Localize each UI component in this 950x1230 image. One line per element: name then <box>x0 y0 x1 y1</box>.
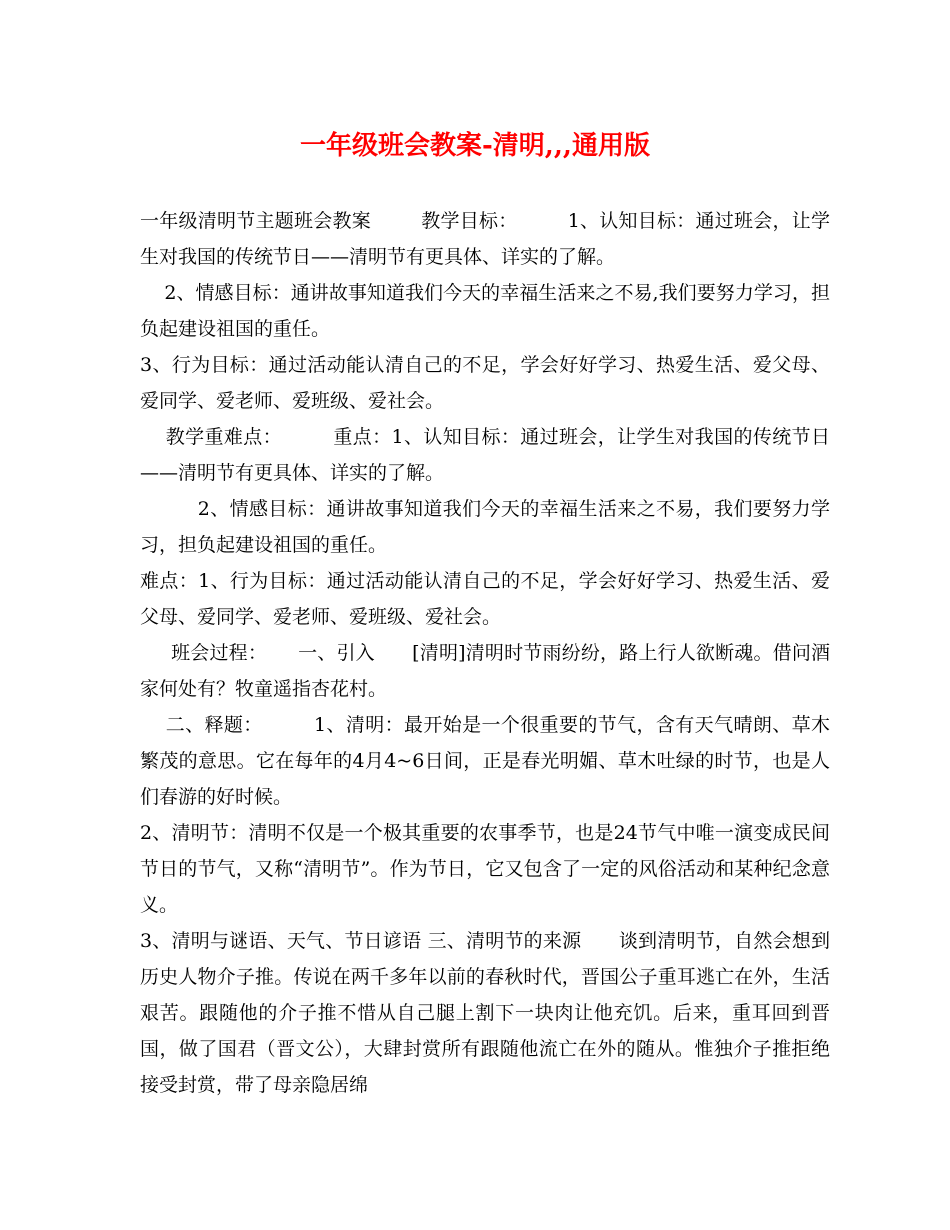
paragraph: 难点：1、行为目标：通过活动能认清自己的不足，学会好好学习、热爱生活、爱父母、爱同学、爱老师、爱班级、爱社会。 <box>140 570 830 628</box>
paragraph: 一年级清明节主题班会教案 教学目标： 1、认知目标：通过班会，让学生对我国的传统节日——清明节有更具体、详实的了解。 <box>140 210 830 268</box>
paragraph: 2、清明节：清明不仅是一个极其重要的农事季节，也是24节气中唯一演变成民间节日的节气，又称“清明节”。作为节日，它又包含了一定的风俗活动和某种纪念意义。 <box>140 822 830 916</box>
document-body <box>140 203 830 1103</box>
paragraph: 教学重难点： 重点：1、认知目标：通过班会，让学生对我国的传统节日——清明节有更具体、详实的了解。 <box>140 426 830 484</box>
paragraph: 2、情感目标：通讲故事知道我们今天的幸福生活来之不易，我们要努力学习，担负起建设祖国的重任。 <box>140 498 831 556</box>
paragraph: 二、释题： 1、清明：最开始是一个很重要的节气，含有天气晴朗、草木繁茂的意思。它在每年的4月4~6日间，正是春光明媚、草木吐绿的时节，也是人们春游的好时候。 <box>140 714 830 808</box>
paragraph: 3、清明与谜语、天气、节日谚语 三、清明节的来源 谈到清明节，自然会想到历史人物介子推。传说在两千多年以前的春秋时代，晋国公子重耳逃亡在外，生活艰苦。跟随他的介子推不惜从自己腿上割下一块肉让他充饥。后来，重耳回到晋国，做了国君（晋文公），大肆封赏所有跟随他流亡在外的随从。惟独介子推拒绝接受封赏，带了母亲隐居绵 <box>140 930 830 1096</box>
paragraph: 3、行为目标：通过活动能认清自己的不足，学会好好学习、热爱生活、爱父母、爱同学、爱老师、爱班级、爱社会。 <box>140 354 830 412</box>
document-title: 一年级班会教案-清明,,,通用版 <box>300 131 650 161</box>
paragraph: 2、情感目标：通讲故事知道我们今天的幸福生活来之不易,我们要努力学习，担负起建设祖国的重任。 <box>140 282 830 340</box>
paragraph: 班会过程： 一、引入 [清明]清明时节雨纷纷，路上行人欲断魂。借问酒家何处有？牧童遥指杏花村。 <box>140 642 830 700</box>
